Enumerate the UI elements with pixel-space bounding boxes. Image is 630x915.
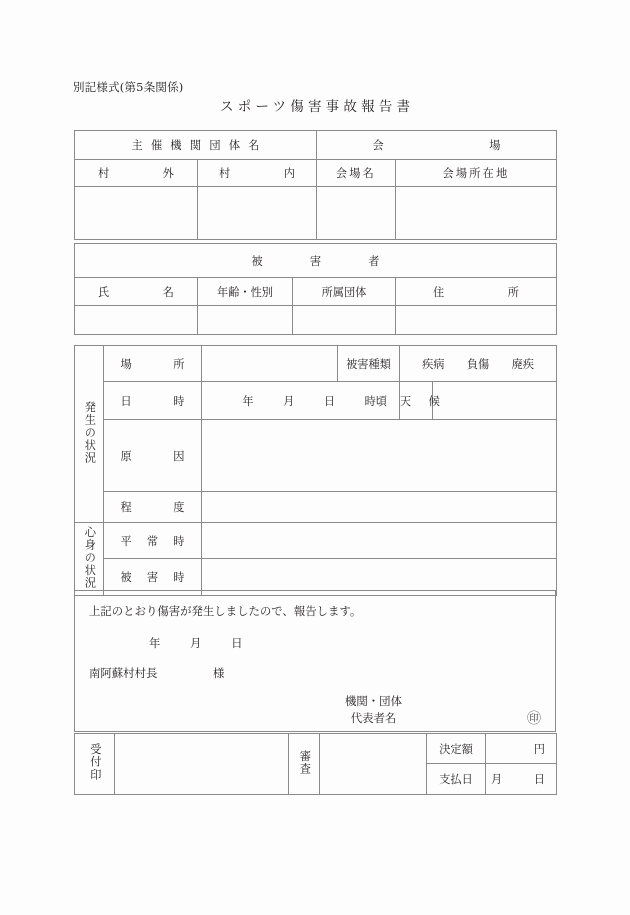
field-venue-name[interactable] [317, 187, 396, 240]
row-label-place: 場 所 [104, 346, 202, 382]
form-number: 別記様式(第5条関係) [73, 80, 184, 94]
table-row [75, 382, 557, 420]
col-inside-village: 村 内 [198, 160, 317, 187]
field-degree[interactable] [202, 492, 557, 523]
field-decided-amount[interactable] [486, 734, 557, 764]
statement-table [74, 590, 556, 732]
field-outside-village[interactable] [75, 187, 198, 240]
payment-date-label: 支払日 [427, 764, 486, 795]
field-venue-address[interactable] [396, 187, 557, 240]
table-row [75, 160, 557, 187]
reporter-line-1: 機関・団体 [345, 694, 402, 708]
table-row [75, 734, 557, 764]
field-normal-condition[interactable] [202, 523, 557, 559]
datetime-year: 年 [242, 394, 254, 408]
addressee-line [89, 665, 224, 681]
statement-date-line[interactable] [149, 635, 242, 651]
label-weather: 天 候 [400, 382, 433, 420]
datetime-month: 月 [283, 394, 295, 408]
row-label-cause: 原 因 [104, 420, 202, 492]
row-label-normal: 平 常 時 [104, 523, 202, 559]
organizer-venue-table [74, 130, 557, 240]
declaration-text: 上記のとおり傷害が発生しましたので、報告します。 [89, 604, 362, 618]
col-venue-address: 会場所在地 [396, 160, 557, 187]
field-cause[interactable] [202, 420, 557, 492]
table-row [75, 346, 557, 382]
row-label-injured: 被 害 時 [104, 559, 202, 596]
table-row [75, 420, 557, 492]
victim-table [74, 243, 557, 335]
table-row [75, 187, 557, 240]
vertical-label-occurrence: 発生の状況 [75, 346, 104, 523]
field-affiliation[interactable] [293, 306, 396, 335]
field-age-gender[interactable] [198, 306, 293, 335]
seal-icon: ㊞ [527, 711, 541, 727]
payment-day: 日 [533, 773, 545, 786]
field-datetime[interactable] [202, 382, 400, 420]
datetime-day: 日 [323, 394, 336, 408]
document-title: スポーツ傷害事故報告書 [220, 99, 415, 115]
datetime-hour: 時頃 [364, 394, 387, 408]
addressee: 南阿蘇村村長 [89, 666, 158, 680]
date-day: 日 [231, 636, 243, 650]
payment-month: 月 [491, 773, 503, 786]
decided-amount-label: 決定額 [427, 734, 486, 764]
field-weather[interactable] [433, 382, 557, 420]
col-outside-village: 村 外 [75, 160, 198, 187]
field-victim-address[interactable] [396, 306, 557, 335]
label-injury-type: 被害種類 [338, 346, 400, 382]
honorific: 様 [212, 666, 225, 680]
reporter-line-2: 代表者名 [350, 710, 397, 725]
row-label-datetime: 日 時 [104, 382, 202, 420]
col-affiliation: 所属団体 [293, 278, 396, 306]
review-label: 審査 [289, 734, 320, 795]
row-label-degree: 程 度 [104, 492, 202, 523]
table-row [75, 278, 557, 306]
venue-header: 会 場 [317, 131, 557, 160]
table-row [75, 306, 557, 335]
col-victim-address: 住 所 [396, 278, 557, 306]
col-venue-name: 会場名 [317, 160, 396, 187]
vertical-label-condition: 心身の状況 [75, 523, 104, 596]
field-victim-name[interactable] [75, 306, 198, 335]
table-row [75, 591, 556, 732]
table-row [75, 244, 557, 278]
injury-type-options[interactable]: 疾病 負傷 廃疾 [400, 346, 557, 382]
date-year: 年 [149, 636, 161, 650]
currency-unit: 円 [533, 742, 545, 756]
date-month: 月 [190, 636, 202, 650]
table-row [75, 523, 557, 559]
victim-header: 被 害 者 [75, 244, 557, 278]
field-payment-date[interactable] [486, 764, 557, 795]
col-victim-name: 氏 名 [75, 278, 198, 306]
office-use-table [74, 733, 557, 795]
field-place[interactable] [202, 346, 338, 382]
incident-table [74, 345, 557, 596]
field-review[interactable] [320, 734, 427, 795]
reporter-block[interactable] [345, 693, 402, 726]
receipt-seal-label: 受付印 [75, 734, 115, 795]
table-row [75, 131, 557, 160]
table-row [75, 492, 557, 523]
organizer-header: 主催機関団体名 [75, 131, 317, 160]
statement-block [75, 591, 556, 732]
col-age-gender: 年齢・性別 [198, 278, 293, 306]
field-inside-village[interactable] [198, 187, 317, 240]
field-receipt-seal[interactable] [115, 734, 289, 795]
